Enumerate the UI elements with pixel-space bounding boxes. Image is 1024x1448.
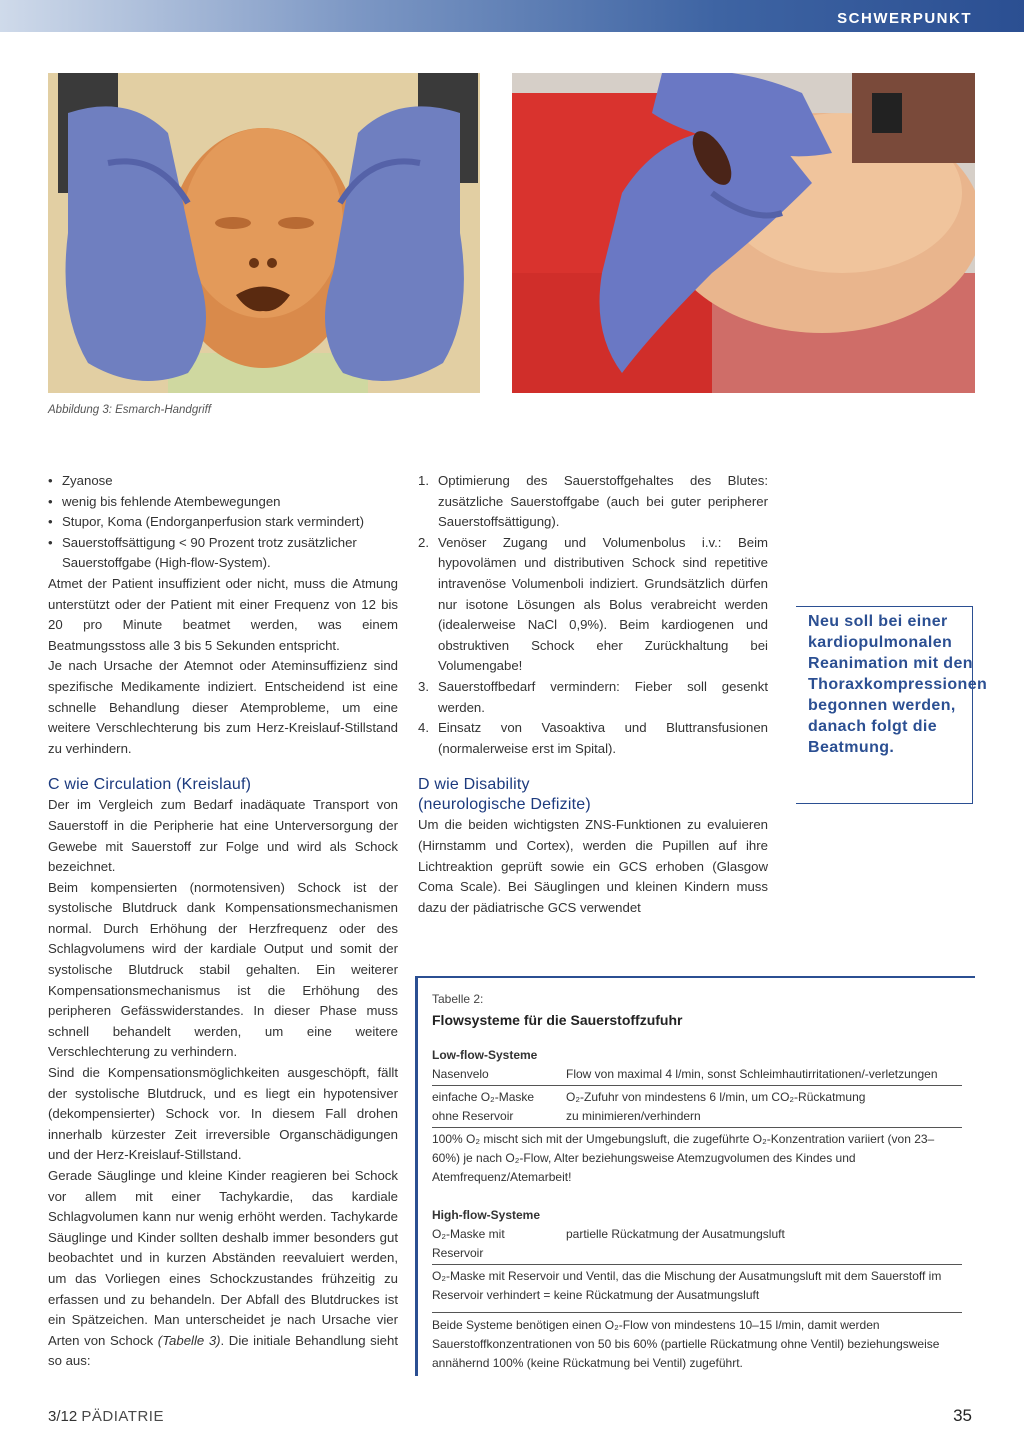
table-row: [432, 1088, 962, 1126]
list-item: [418, 718, 768, 759]
symptom-list: [48, 471, 398, 574]
pull-quote: Neu soll bei einer kardiopulmonalen Reanimation mit den Thoraxkompressionen begonnen werden, danach folgt die Beatmung.: [808, 613, 988, 756]
section-heading-d: [418, 775, 768, 815]
footer-issue: [48, 1408, 164, 1425]
table-cell-name: einfache O₂-Maske ohne Reservoir: [432, 1090, 535, 1123]
adult-manikin-jaw-thrust-photo: [512, 73, 975, 393]
list-item: • Sauerstoffsättigung < 90 Prozent trotz zusätzlicher Sauerstoffgabe (High-flow-System).: [48, 533, 398, 574]
table-reference: (Tabelle 3): [157, 1332, 221, 1348]
section-heading-c: C wie Circulation (Kreislauf): [48, 776, 252, 794]
paragraph: Um die beiden wichtigsten ZNS-Funktionen zu evaluieren (Hirnstamm und Cortex), werden die Pupillen auf ihre Lichtreaktion geprüft sowie ein GCS erhoben (Glasgow Coma Scale). Bei Säuglingen und kleinen Kindern muss dazu der pädiatrische GCS verwendet: [418, 817, 768, 915]
treatment-list: [418, 471, 768, 759]
table-cell-name: Nasenvelo: [432, 1067, 489, 1081]
list-item: • Stupor, Koma (Endorganperfusion stark vermindert): [48, 512, 398, 533]
paragraph: Der im Vergleich zum Bedarf inadäquate Transport von Sauerstoff in die Peripherie hat eine Unterversorgung der Gewebe mit Sauerstoff zur Folge und wird als Schock bezeichnet.: [48, 797, 398, 875]
list-number: 4.: [418, 720, 429, 736]
list-number: 1.: [418, 473, 429, 488]
paragraph: Je nach Ursache der Atemnot oder Ateminsuffizienz sind spezifische Medikamente indiziert. Entscheidend ist eine schnelle Behandlung dieser Atemprobleme, um eine weitere Verschlechterung bis zum Herz-Kreislauf-Stillstand zu verhindern.: [48, 658, 398, 756]
list-item: [418, 471, 768, 533]
paragraph-text: Gerade Säuglinge und kleine Kinder reagieren bei Schock vor allem mit einer Tachykardie, das kardiale Schlagvolumen kann nur wenig erhöht werden. Tachykarde Säuglinge und Kinder sollten deshalb immer besonders gut beobachtet und in kurzen Abständen reevaluiert werden, um das Vorliegen eines Schockzustandes frühzeitig zu erfassen und zu behandeln. Der Abfall des Blutdruckes ist ein Spätzeichen. Man unterscheidet je nach Ursache vier Arten von Schock: [48, 1168, 398, 1348]
left-column: [48, 471, 398, 1372]
middle-column: [418, 471, 768, 918]
table-footer-note: Beide Systeme benötigen einen O₂-Flow von mindestens 10–15 l/min, damit werden Sauerstoffkonzentrationen von 50 bis 60% (partielle Rückatmung ohne Ventil) beziehungsweise annähernd 100% (keine Rückatmung bei Ventil) zugeführt.: [432, 1318, 940, 1370]
table-section-high-flow: High-flow-Systeme: [432, 1208, 541, 1222]
table-divider: [432, 1264, 962, 1265]
table-divider: [432, 1127, 962, 1128]
heading-line: D wie Disability: [418, 776, 530, 794]
page-number: 35: [953, 1406, 972, 1425]
table-note: 100% O₂ mischt sich mit der Umgebungsluft, die zugeführte O₂-Konzentration variiert (von 23–60%) je nach O₂-Flow, Alter beziehungsweise Atemzugvolumen des Kindes und Atemfrequenz/Atemarbeit!: [432, 1132, 935, 1184]
figure-photo-left: [48, 73, 480, 393]
list-item: [418, 533, 768, 677]
list-number: 3.: [418, 678, 429, 694]
table-cell-desc: partielle Rückatmung der Ausatmungsluft: [566, 1227, 785, 1241]
table-divider: [432, 1085, 962, 1086]
table-2: [432, 990, 962, 1373]
list-text: Sauerstoffbedarf vermindern: Fieber soll gesenkt werden.: [438, 678, 768, 715]
table-row: [432, 1225, 962, 1263]
issue-number: 3/12: [48, 1408, 78, 1425]
table-note: O₂-Maske mit Reservoir und Ventil, das die Mischung der Ausatmungsluft mit dem Sauerstoff im Reservoir verhindert = keine Rückatmung der Ausatmungsluft: [432, 1269, 942, 1302]
table-title: Flowsysteme für die Sauerstoffzufuhr: [432, 1012, 683, 1028]
list-text: Venöser Zugang und Volumenbolus i.v.: Beim hypovolämen und distributiven Schock sind repetitive intravenöse Volumenboli indiziert. Grundsätzlich dürfen nur isotone Lösungen als Bolus verabreicht werden (idealerweise NaCl 0,9%). Beim kardiogenen und obstruktiven Schock eher Zurückhaltung bei Volumengabe!: [438, 534, 768, 674]
paragraph-text: . Die initiale Behandlung sieht so aus:: [48, 1332, 398, 1369]
paragraph: [48, 1166, 398, 1372]
figure-caption: Abbildung 3: Esmarch-Handgriff: [48, 404, 211, 416]
journal-brand: PÄDIATRIE: [81, 1408, 164, 1425]
table-cell-desc: O₂-Zufuhr von mindestens 6 l/min, um CO₂-Rückatmung zu minimieren/verhindern: [566, 1090, 866, 1123]
paragraph: Beim kompensierten (normotensiven) Schock ist der systolische Blutdruck dank Kompensationsmechanismen normal. Durch Erhöhung der Herzfrequenz oder des Schlagvolumens wird der kardiale Output und somit der systolische Blutdruck stabil gehalten. Ein weiterer Kompensationsmechanismus ist die Erhöhung des peripheren Gefässwiderstandes. In dieser Phase muss schnell behandelt werden, um eine weitere Verschlechterung zu verhindern.: [48, 879, 398, 1060]
table-cell-desc: Flow von maximal 4 l/min, sonst Schleimhautirritationen/-verletzungen: [566, 1067, 938, 1081]
paragraph: Sind die Kompensationsmöglichkeiten ausgeschöpft, fällt der systolische Blutdruck, und es liegt ein hypotensiver (dekompensierter) Schock vor. In diesem Fall drohen innerhalb kürzester Zeit irreversible Organschädigungen und der Herz-Kreislauf-Stillstand.: [48, 1065, 398, 1163]
figure-photo-right: [512, 73, 975, 393]
list-item: • Zyanose: [48, 471, 398, 492]
list-item: • wenig bis fehlende Atembewegungen: [48, 492, 398, 513]
heading-line: (neurologische Defizite): [418, 796, 591, 814]
infant-manikin-jaw-thrust-photo: [48, 73, 480, 393]
table-cell-name: O₂-Maske mit Reservoir: [432, 1227, 505, 1260]
paragraph: Atmet der Patient insuffizient oder nicht, muss die Atmung unterstützt oder der Patient mit einer Frequenz von 12 bis 20 pro Minute beatmet werden, was einem Beatmungsstoss alle 3 bis 5 Sekunden entspricht.: [48, 575, 398, 653]
list-item: [418, 677, 768, 718]
table-divider: [432, 1312, 962, 1313]
list-number: 2.: [418, 534, 429, 550]
table-label: Tabelle 2:: [432, 992, 484, 1006]
section-label: SCHWERPUNKT: [837, 10, 972, 27]
table-section-low-flow: Low-flow-Systeme: [432, 1048, 538, 1062]
table-row: [432, 1065, 962, 1084]
list-text: Einsatz von Vasoaktiva und Bluttransfusionen (normalerweise erst im Spital).: [438, 720, 768, 756]
list-text: Optimierung des Sauerstoffgehaltes des Blutes: zusätzliche Sauerstoffgabe (auch bei guter peripherer Sauerstoffsättigung).: [438, 473, 768, 530]
